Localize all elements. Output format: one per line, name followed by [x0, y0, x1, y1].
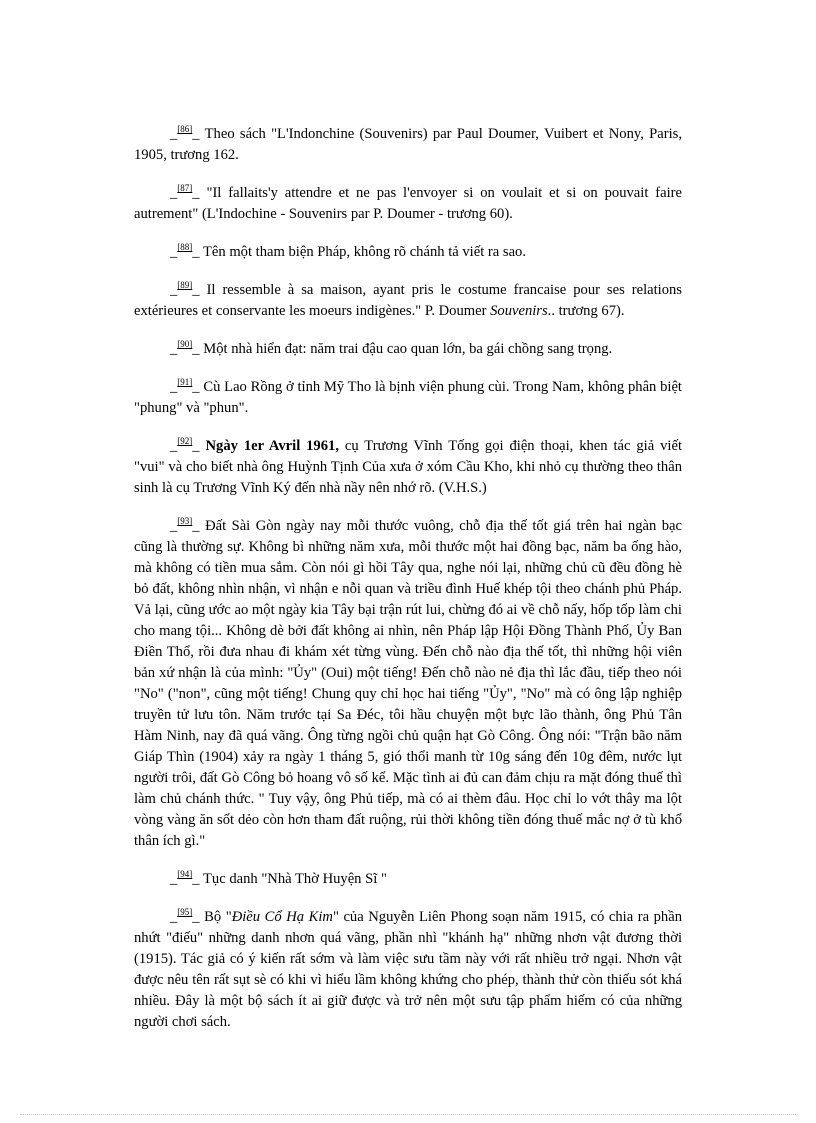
footnote-marker: _[93]_ [170, 516, 206, 534]
footnote-94 [134, 869, 682, 890]
footnote-marker: _[95]_ [170, 907, 205, 925]
footnote-text: Il ressemble à sa maison, ayant pris le costume francaise pour ses relations extérieures et conservante les moeurs indigènes." P. Doumer [134, 282, 682, 319]
footnote-text: Một nhà hiển đạt: năm trai đậu cao quan lớn, ba gái chồng sang trọng. [203, 341, 613, 357]
footnote-marker: _[87]_ [170, 183, 207, 201]
footnote-88 [134, 242, 682, 263]
footnote-text: Đất Sài Gòn ngày nay mỗi thước vuông, chỗ địa thế tốt giá trên hai ngàn bạc cũng là thường sự. Không bì những năm xưa, mỗi thước một hai đồng bạc, năm ba ống hào, mà không có tiền mua sắm. Còn nói gì hồi Tây qua, nghe nói lại, những chủ cũ đều đồng hè bỏ đất, không nhìn nhận, vì nhận e nỗi quan và triều đình Huế khép tội theo chánh phủ Pháp. Vả lại, cũng ước ao một ngày kia Tây bại trận rút lui, chừng đó ai về chỗ nấy, hốp tốp làm chi cho mang tội... Không dè bởi đất không ai nhìn, nên Pháp lập Hội Đồng Thành Phố, Ủy Ban Điền Thổ, rồi đưa nhau đi khám xét từng vùng. Đến chỗ nào địa thế tốt, thì những hội viên bản xứ nhận là của mình: "Ủy" (Oui) một tiếng! Đến chỗ nào nẻ địa thì lắc đầu, tiếp theo nói "No" ("non", cũng một tiếng! Chung quy chỉ học hai tiếng "Ủy", "No" mà có ông lập nghiệp truyền tử lưu tôn. Năm trước tại Sa Đéc, tôi hầu chuyện một bực lão thành, ông Phủ Tân Hàm Ninh, nay đã quá vãng. Ông từng ngồi chủ quận hạt Gò Công. Ông nói: "Trận bão năm Giáp Thìn (1904) xảy ra ngày 1 tháng 5, gió thổi manh từ 10g sáng đến 10g đêm, nước lụt người trôi, đất Gò Công bỏ hoang vô số kể. Mặc tình ai đủ can đảm chịu ra mặt đóng thuế thì làm chủ chánh thức. " Tuy vậy, ông Phủ tiếp, mà có ai thèm đâu. Học chỉ lo vớt thây ma lột vòng vàng ăn sốt dẻo còn hơn tham đất ruộng, rủi thời không tiền đóng thuế mắc nợ ở tù khổ thân ích gì." [134, 518, 683, 849]
footnote-marker: _[94]_ [170, 869, 203, 887]
footnote-text: Bộ " [204, 909, 232, 925]
footnote-text: cụ Trương Vĩnh Tống gọi điện thoại, khen tác giả viết "vui" và cho biết nhà ông Huỳnh Tịnh Của xưa ở xóm Cầu Kho, khi nhỏ cụ thường theo thân sinh là cụ Trương Vĩnh Ký đến nhà nầy nên nhớ rõ. (V.H.S.) [134, 438, 682, 496]
footnote-marker: _[92]_ [170, 436, 206, 454]
footnote-text: Tục danh "Nhà Thờ Huyện Sĩ " [202, 871, 387, 887]
footnote-marker: _[86]_ [170, 124, 205, 142]
footnote-ref-link[interactable]: [95] [177, 907, 193, 917]
footnote-91 [134, 377, 682, 419]
footnote-marker: _[89]_ [170, 280, 207, 298]
footnote-86 [134, 124, 682, 166]
footnote-bold-date: Ngày 1er Avril 1961, [205, 438, 339, 454]
footnote-ref-link[interactable]: [91] [177, 377, 193, 387]
footnote-text: "Il fallaits'y attendre et ne pas l'envoyer si on voulait et si on pouvait faire autrement" (L'Indochine - Souvenirs par P. Doumer - trương 60). [134, 185, 682, 222]
footnote-95 [134, 907, 682, 1033]
footnote-92 [134, 436, 682, 499]
footnote-ref-link[interactable]: [90] [177, 339, 193, 349]
footnote-93 [134, 516, 682, 852]
footnote-ref-link[interactable]: [86] [177, 124, 193, 134]
footnote-89 [134, 280, 682, 322]
footnote-text-tail: " của Nguyễn Liên Phong soạn năm 1915, có chia ra phần nhứt "điếu" những danh nhơn quá vãng, phần nhì "khánh hạ" những nhơn vật đương thời (1915). Tác giả có ý kiến rất sớm và làm việc sưu tầm này với rất nhiều trở ngại. Nhơn vật được nêu tên rất sụt sè có khi vì hiểu lầm không khứng cho phép, thành thử còn thiếu sót khá nhiều. Đây là một bộ sách ít ai giữ được và trở nên một sưu tập phẩm hiếm có của những người chơi sách. [134, 909, 682, 1030]
footnote-italic-title: Souvenirs [490, 303, 548, 319]
footnote-87 [134, 183, 682, 225]
page-bottom-border [20, 1114, 796, 1115]
footnote-90 [134, 339, 682, 360]
footnote-list [134, 124, 682, 1050]
footnote-text: Cù Lao Rồng ở tỉnh Mỹ Tho là bịnh viện phung cùi. Trong Nam, không phân biệt "phung" và "phun". [134, 379, 682, 416]
footnote-marker: _[88]_ [170, 242, 203, 260]
footnote-ref-link[interactable]: [89] [177, 280, 193, 290]
footnote-text: Tên một tham biện Pháp, không rõ chánh tả viết ra sao. [202, 244, 526, 260]
footnote-ref-link[interactable]: [94] [177, 869, 193, 879]
footnote-text: Theo sách "L'Indonchine (Souvenirs) par Paul Doumer, Vuibert et Nony, Paris, 1905, trương 162. [134, 126, 682, 163]
footnote-italic-title: Điều Cổ Hạ Kim [231, 909, 333, 925]
footnote-ref-link[interactable]: [87] [177, 183, 193, 193]
footnote-text-tail: .. trương 67). [547, 303, 625, 319]
footnote-marker: _[90]_ [170, 339, 204, 357]
footnote-marker: _[91]_ [170, 377, 204, 395]
footnote-ref-link[interactable]: [93] [177, 516, 193, 526]
footnote-ref-link[interactable]: [92] [177, 436, 193, 446]
footnote-ref-link[interactable]: [88] [177, 242, 193, 252]
